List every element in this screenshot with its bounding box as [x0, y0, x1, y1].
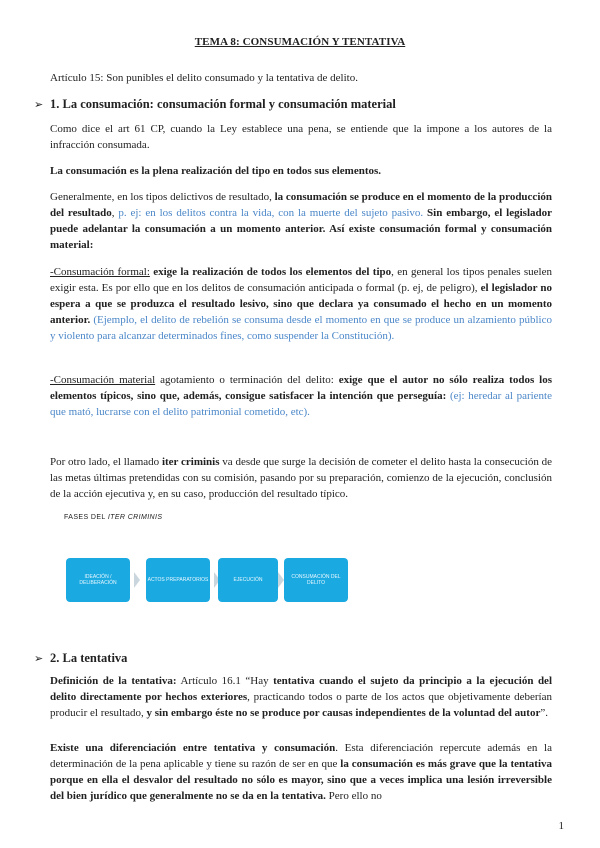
s2p1-label: Definición de la tentativa:: [50, 675, 177, 687]
section-1-heading: [34, 96, 554, 113]
p4-example: (Ejemplo, el delito de rebelión se consuma desde el momento en que se produce un alzamiento público y violento para alcanzar determinados fines, como suspender la Constitución).: [50, 314, 552, 342]
s2p1-text-b: Artículo 16.1 “Hay: [176, 675, 274, 687]
s2p1-text-d: , practicando todos o parte de los actos que objetivamente deberían producir el resultado,: [50, 691, 552, 719]
s2p1-text-e: y sin embargo éste no se produce por causas independientes de la voluntad del autor: [146, 707, 541, 719]
p3-text-e: Sin embargo, el legislador puede adelantar la consumación a un momento anterior. Así existe consumación formal y consumación material:: [50, 207, 553, 251]
section-1-paragraph-2: La consumación es la plena realización del tipo en todos sus elementos.: [50, 165, 382, 177]
p5-text-b: agotamiento o terminación del delito:: [155, 374, 339, 386]
section-2-heading-text: 2. La tentativa: [50, 651, 128, 665]
section-1-paragraph-1: Como dice el art 61 CP, cuando la Ley establece una pena, se entiende que la impone a los autores de la infracción consumada.: [50, 123, 552, 151]
section-1-paragraph-6: [50, 454, 552, 502]
section-1-paragraph-4: [50, 264, 552, 344]
s2p2-text-c: la consumación es más grave que la tentativa porque en ella el desvalor del resultado no sólo es mayor, sino que a veces implica una lesión irreversible del bien jurídico que generalmente no se da en la tentativa.: [50, 758, 552, 802]
p6-text-c: va desde que surge la decisión de cometer el delito hasta la consecución de las metas últimas pretendidas con su comisión, pasando por su preparación, comienzo de la ejecución, conclusión de la acción ejecutiva y, en su caso, producción del resultado típico.: [50, 456, 553, 500]
intro-paragraph: Artículo 15: Son punibles el delito consumado y la tentativa de delito.: [50, 72, 358, 84]
arrow-bullet-icon: ➢: [34, 652, 44, 665]
section-2-paragraph-2: [50, 740, 552, 804]
s2p1-text-c: tentativa cuando el sujeto da principio a la ejecución del delito directamente por hechos exteriores: [50, 675, 552, 703]
phase-box-4: CONSUMACIÓN DEL DELITO: [284, 558, 348, 602]
p4-text-c: , en general los tipos penales suelen exigir esta. Es por ello que en los delitos de consumación anticipada o formal (p. ej, de peligro),: [50, 266, 552, 294]
phase-box-2: ACTOS PREPARATORIOS: [146, 558, 210, 602]
p6-text-a: Por otro lado, el llamado: [50, 456, 162, 468]
arrow-bullet-icon: ➢: [34, 98, 44, 111]
p5-label: -Consumación material: [50, 374, 156, 386]
section-2-heading: [34, 650, 554, 667]
section-1-paragraph-3: [50, 189, 552, 253]
p5-example: (ej: heredar al pariente que mató, lucrarse con el delito patrimonial cometido, etc).: [50, 390, 552, 418]
diagram-title: FASES DEL ITER CRIMINIS: [64, 514, 163, 521]
s2p2-text-b: . Esta diferenciación repercute además en la determinación de la pena aplicable y tiene su razón de ser en que: [50, 742, 552, 770]
section-2-paragraph-1: [50, 673, 552, 721]
p4-text-d: el legislador no espera a que se produzca el resultado lesivo, sino que declara ya consumado el hecho en un momento anterior.: [50, 282, 552, 326]
s2p2-text-a: Existe una diferenciación entre tentativa y consumación: [50, 742, 336, 754]
p4-text-b: exige la realización de todos los elementos del tipo: [149, 266, 392, 278]
section-1-heading-text: 1. La consumación: consumación formal y consumación material: [50, 97, 396, 111]
phase-box-3: EJECUCIÓN: [218, 558, 278, 602]
p3-text-b: la consumación se produce en el momento de la producción del resultado: [50, 191, 552, 219]
p5-text-c: exige que el autor no sólo realiza todos los elementos típicos, sino que, además, consigue satisfacer la intención que perseguía:: [50, 374, 552, 402]
page-number: 1: [558, 820, 564, 832]
p6-iter-criminis: iter criminis: [161, 456, 220, 468]
page-title: TEMA 8: CONSUMACIÓN Y TENTATIVA: [194, 36, 406, 48]
p3-text-c: ,: [111, 207, 119, 219]
s2p2-text-d: Pero ello no: [325, 790, 382, 802]
section-1-paragraph-5: [50, 372, 552, 420]
chevron-right-icon: [134, 572, 140, 588]
p3-text-a: Generalmente, en los tipos delictivos de resultado,: [50, 191, 275, 203]
phase-box-1: IDEACIÓN / DELIBERACIÓN: [66, 558, 130, 602]
s2p1-text-f: ”.: [540, 707, 548, 719]
p3-example: p. ej: en los delitos contra la vida, con la muerte del sujeto pasivo.: [118, 207, 424, 219]
p4-label: -Consumación formal:: [50, 266, 150, 278]
iter-criminis-diagram: [62, 510, 362, 620]
